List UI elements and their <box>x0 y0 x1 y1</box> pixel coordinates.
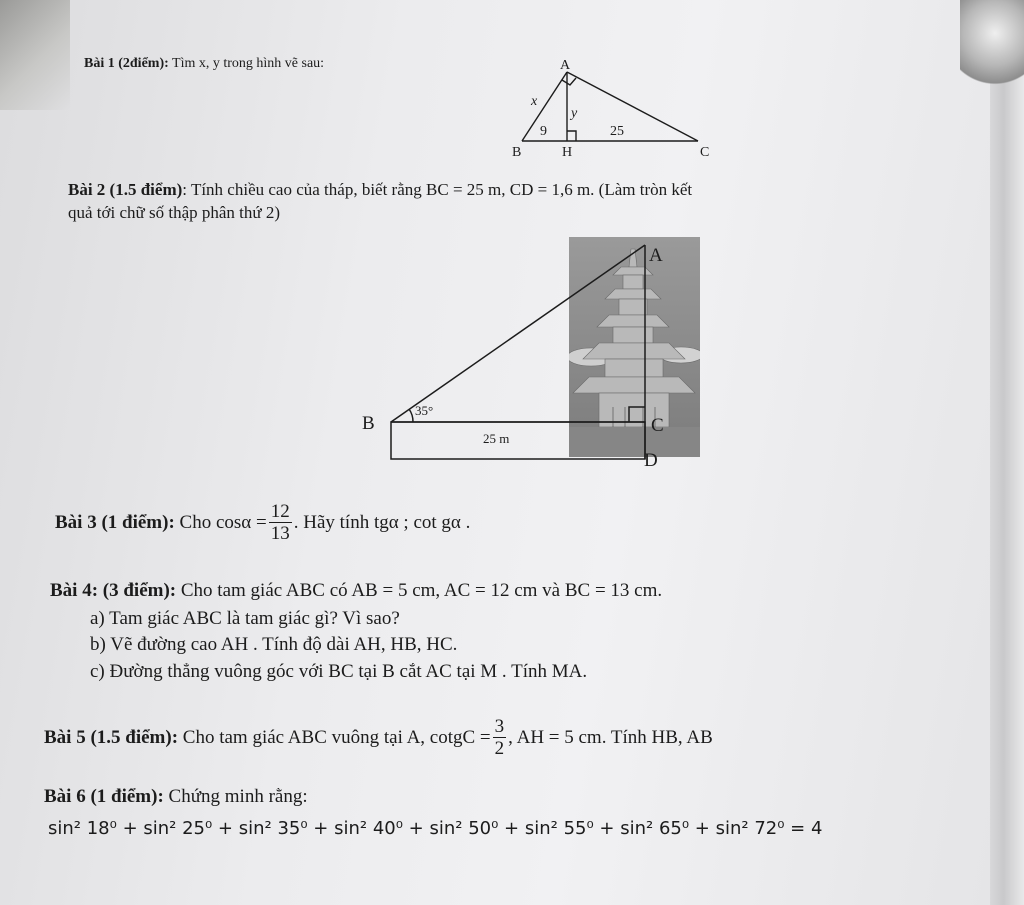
bai4-line <box>50 580 662 602</box>
bai2-right-angle-c <box>629 407 645 422</box>
bai2-line2: quả tới chữ số thập phân thứ 2) <box>68 203 281 222</box>
bai1-figure <box>500 55 730 165</box>
bai2-label-c: C <box>651 415 664 436</box>
bai1-label-c: C <box>700 145 710 160</box>
bai2-label-b: B <box>362 413 375 434</box>
bai5-num: 3 <box>494 716 505 737</box>
bai1-label-b: B <box>512 145 522 160</box>
bai1-title: Bài 1 (2điểm): <box>84 56 169 71</box>
bai6-title: Bài 6 (1 điểm): <box>44 786 164 807</box>
bai2-ground-rect <box>391 422 645 459</box>
bai3-den: 13 <box>270 522 290 544</box>
bai1-side-ac <box>567 72 698 141</box>
bai6-formula: sin² 18⁰ + sin² 25⁰ + sin² 35⁰ + sin² 40⁰ + sin² 50⁰ + sin² 55⁰ + sin² 65⁰ + sin² 72⁰ = 4 <box>48 818 823 839</box>
bai3-fraction <box>269 502 292 545</box>
bai2-text1: : Tính chiều cao của tháp, biết rằng BC = 25 m, CD = 1,6 m. (Làm tròn kết <box>182 180 693 199</box>
bai1-text: Tìm x, y trong hình vẽ sau: <box>172 56 325 71</box>
bai4-text: Cho tam giác ABC có AB = 5 cm, AC = 12 cm và BC = 13 cm. <box>180 580 663 601</box>
bai4-title: Bài 4: (3 điểm): <box>50 580 177 601</box>
bai1-right-angle-h <box>567 131 576 141</box>
bai1-label-hc: 25 <box>610 124 624 139</box>
bai3-pre: Cho <box>179 511 212 533</box>
bai2-label-d: D <box>644 450 658 471</box>
bai2-label-distance: 25 m <box>483 431 510 446</box>
bai2-label-a: A <box>649 245 663 266</box>
bai2-figure <box>355 237 715 472</box>
paper-corner-shadow <box>0 0 70 110</box>
bai1-line <box>84 56 324 72</box>
bai3-line <box>55 502 470 545</box>
bai4-part-b: b) Vẽ đường cao AH . Tính độ dài AH, HB, HC. <box>90 634 458 655</box>
bai2-line1 <box>68 180 692 200</box>
bai2-label-angle: 35° <box>415 403 434 418</box>
bai2-line-ba <box>391 245 645 422</box>
bai1-label-y: y <box>571 106 578 121</box>
bai3-cos: cosα = <box>215 511 267 533</box>
bai5-text: Cho tam giác ABC vuông tại A, cotgC = <box>182 726 491 748</box>
bai5-title: Bài 5 (1.5 điểm): <box>44 726 179 748</box>
bai1-right-angle-a <box>562 78 576 85</box>
bai3-title: Bài 3 (1 điểm): <box>55 511 175 533</box>
paper-fold <box>990 0 1024 905</box>
bai5-fraction <box>493 717 507 760</box>
bai1-label-x: x <box>531 94 538 109</box>
bai5-den: 2 <box>494 737 505 759</box>
bai6-text: Chứng minh rằng: <box>168 786 308 807</box>
bai3-post: . Hãy tính tgα ; cot gα . <box>293 511 471 533</box>
bai1-label-h: H <box>562 145 573 160</box>
bai5-post: , AH = 5 cm. Tính HB, AB <box>508 726 713 748</box>
bai2-angle-arc <box>409 409 413 422</box>
bai1-label-bh: 9 <box>540 124 547 139</box>
bai5-line <box>44 717 713 760</box>
bai6-line <box>44 786 308 808</box>
bai3-num: 12 <box>270 501 290 522</box>
bai1-label-a: A <box>560 58 571 73</box>
background-object <box>960 0 1024 95</box>
bai4-part-a: a) Tam giác ABC là tam giác gì? Vì sao? <box>90 608 400 629</box>
bai2-title: Bài 2 (1.5 điểm) <box>68 180 183 199</box>
bai4-part-c: c) Đường thẳng vuông góc với BC tại B cắt AC tại M . Tính MA. <box>90 661 588 682</box>
